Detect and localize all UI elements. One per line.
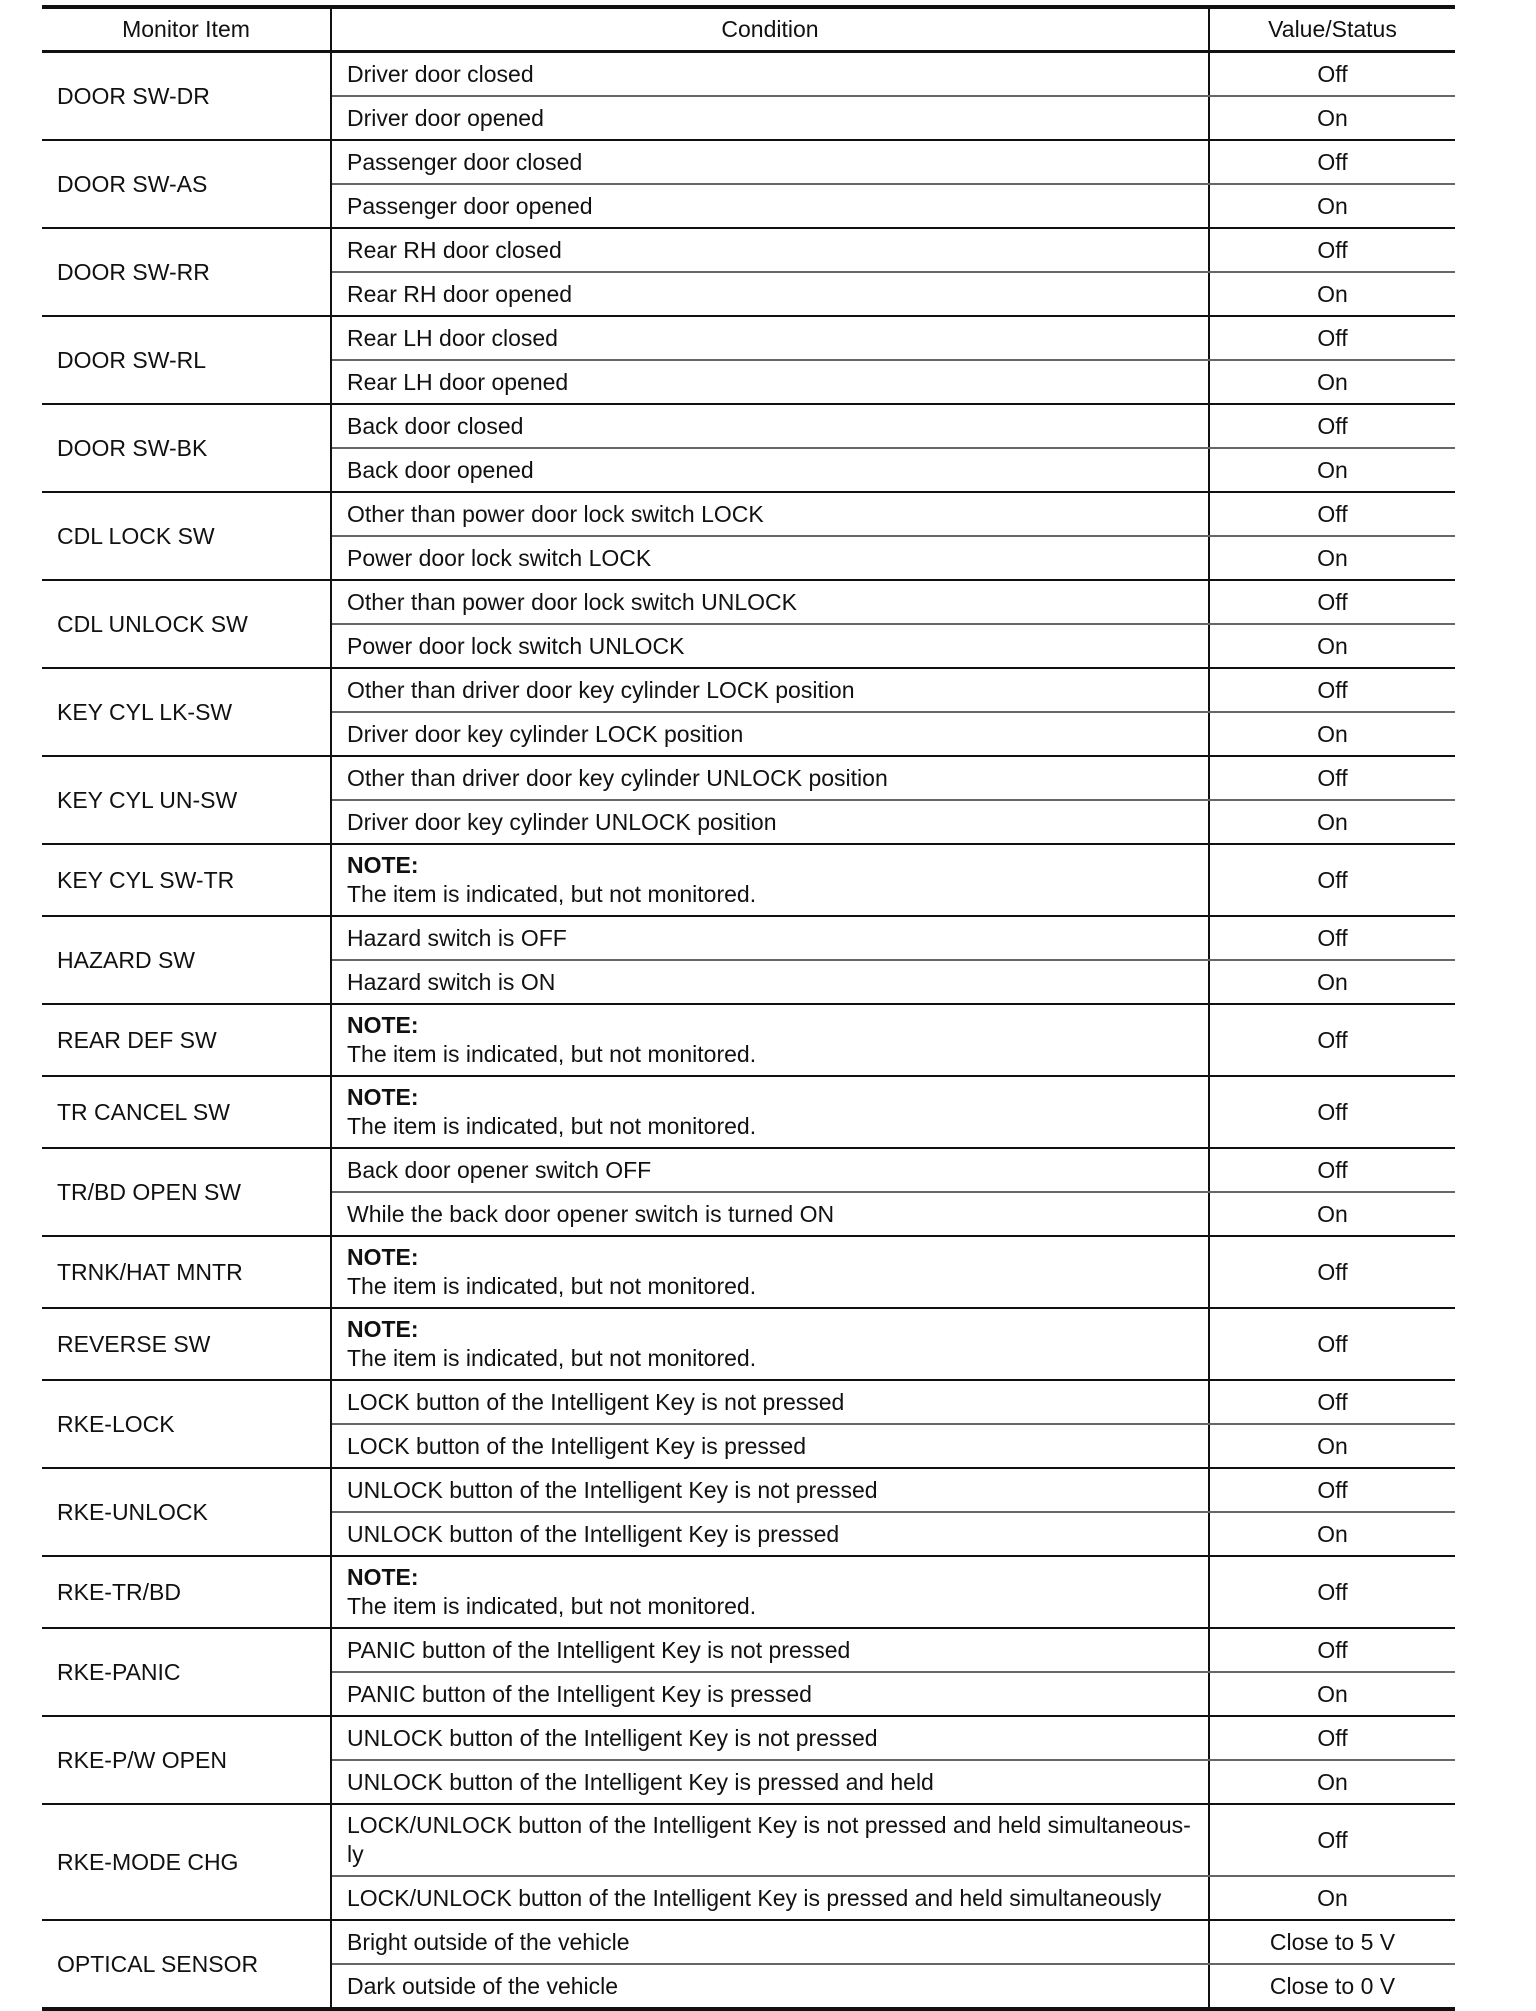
note-label: NOTE: <box>347 852 419 879</box>
condition-cell: Passenger door opened <box>331 184 1209 228</box>
header-condition: Condition <box>331 7 1209 52</box>
value-status-cell: Off <box>1209 1308 1455 1380</box>
table-row <box>42 1628 1455 1672</box>
note-label: NOTE: <box>347 1084 419 1111</box>
value-status-cell: Off <box>1209 1804 1455 1876</box>
value-status-cell: On <box>1209 1424 1455 1468</box>
value-status-cell: On <box>1209 96 1455 140</box>
condition-cell: Passenger door closed <box>331 140 1209 184</box>
value-status-cell: Off <box>1209 1148 1455 1192</box>
value-status-cell: On <box>1209 712 1455 756</box>
table-row <box>42 844 1455 916</box>
condition-cell: Other than power door lock switch LOCK <box>331 492 1209 536</box>
condition-cell: Driver door key cylinder UNLOCK position <box>331 800 1209 844</box>
condition-cell: Back door closed <box>331 404 1209 448</box>
monitor-item-cell: RKE-PANIC <box>42 1628 331 1716</box>
monitor-item-cell: TR CANCEL SW <box>42 1076 331 1148</box>
condition-cell: Power door lock switch UNLOCK <box>331 624 1209 668</box>
condition-note-cell <box>331 1556 1209 1628</box>
value-status-cell: On <box>1209 184 1455 228</box>
condition-cell: LOCK button of the Intelligent Key is pressed <box>331 1424 1209 1468</box>
value-status-cell: On <box>1209 1192 1455 1236</box>
value-status-cell: Off <box>1209 404 1455 448</box>
table-row <box>42 1076 1455 1148</box>
value-status-cell: Off <box>1209 844 1455 916</box>
value-status-cell: On <box>1209 624 1455 668</box>
note-label: NOTE: <box>347 1244 419 1271</box>
value-status-cell: Off <box>1209 1716 1455 1760</box>
condition-cell: UNLOCK button of the Intelligent Key is pressed <box>331 1512 1209 1556</box>
table-row <box>42 668 1455 712</box>
note-text: The item is indicated, but not monitored. <box>347 1593 757 1619</box>
value-status-cell: On <box>1209 800 1455 844</box>
table-row <box>42 916 1455 960</box>
monitor-item-cell: HAZARD SW <box>42 916 331 1004</box>
monitor-item-cell: RKE-UNLOCK <box>42 1468 331 1556</box>
monitor-item-cell: KEY CYL UN-SW <box>42 756 331 844</box>
value-status-cell: Off <box>1209 580 1455 624</box>
value-status-cell: Off <box>1209 316 1455 360</box>
value-status-cell: On <box>1209 1876 1455 1920</box>
value-status-cell: Off <box>1209 1380 1455 1424</box>
condition-cell: Driver door opened <box>331 96 1209 140</box>
condition-note-cell <box>331 1004 1209 1076</box>
table-row <box>42 1308 1455 1380</box>
value-status-cell: Off <box>1209 140 1455 184</box>
table-row <box>42 580 1455 624</box>
table-body <box>42 52 1455 2010</box>
monitor-item-cell: TR/BD OPEN SW <box>42 1148 331 1236</box>
note-label: NOTE: <box>347 1012 419 1039</box>
table-row <box>42 1380 1455 1424</box>
note-label: NOTE: <box>347 1564 419 1591</box>
condition-cell: UNLOCK button of the Intelligent Key is not pressed <box>331 1716 1209 1760</box>
condition-cell: Other than driver door key cylinder LOCK position <box>331 668 1209 712</box>
header-value-status: Value/Status <box>1209 7 1455 52</box>
table-row <box>42 492 1455 536</box>
value-status-cell: Off <box>1209 668 1455 712</box>
value-status-cell: On <box>1209 1512 1455 1556</box>
value-status-cell: On <box>1209 1672 1455 1716</box>
monitor-item-cell: REAR DEF SW <box>42 1004 331 1076</box>
note-text: The item is indicated, but not monitored. <box>347 881 757 907</box>
value-status-cell: On <box>1209 1760 1455 1804</box>
note-text: The item is indicated, but not monitored. <box>347 1041 757 1067</box>
monitor-item-cell: CDL LOCK SW <box>42 492 331 580</box>
condition-cell: UNLOCK button of the Intelligent Key is not pressed <box>331 1468 1209 1512</box>
note-text: The item is indicated, but not monitored. <box>347 1273 757 1299</box>
condition-cell: Rear RH door opened <box>331 272 1209 316</box>
condition-cell: Rear LH door opened <box>331 360 1209 404</box>
condition-cell: PANIC button of the Intelligent Key is not pressed <box>331 1628 1209 1672</box>
table-row <box>42 1804 1455 1876</box>
monitor-item-cell: DOOR SW-RR <box>42 228 331 316</box>
condition-cell: LOCK/UNLOCK button of the Intelligent Key is pressed and held simultaneously <box>331 1876 1209 1920</box>
condition-cell: Rear LH door closed <box>331 316 1209 360</box>
table-row <box>42 1920 1455 1964</box>
monitor-item-cell: OPTICAL SENSOR <box>42 1920 331 2009</box>
condition-note-cell <box>331 1236 1209 1308</box>
note-label: NOTE: <box>347 1316 419 1343</box>
monitor-item-cell: TRNK/HAT MNTR <box>42 1236 331 1308</box>
monitor-item-cell: RKE-LOCK <box>42 1380 331 1468</box>
condition-cell: Back door opener switch OFF <box>331 1148 1209 1192</box>
condition-cell: Hazard switch is ON <box>331 960 1209 1004</box>
value-status-cell: Off <box>1209 916 1455 960</box>
monitor-item-cell: DOOR SW-RL <box>42 316 331 404</box>
note-text: The item is indicated, but not monitored. <box>347 1113 757 1139</box>
table-header-row <box>42 7 1455 52</box>
monitor-item-cell: CDL UNLOCK SW <box>42 580 331 668</box>
value-status-cell: Close to 0 V <box>1269 1972 1396 1999</box>
value-status-cell: Close to 5 V <box>1209 1920 1455 1964</box>
monitor-item-cell: RKE-TR/BD <box>42 1556 331 1628</box>
condition-cell: Dark outside of the vehicle <box>331 1964 1209 2009</box>
monitor-item-cell: DOOR SW-AS <box>42 140 331 228</box>
value-status-cell: Off <box>1209 492 1455 536</box>
condition-cell: Driver door key cylinder LOCK position <box>331 712 1209 756</box>
condition-cell: Hazard switch is OFF <box>331 916 1209 960</box>
condition-cell: LOCK button of the Intelligent Key is not pressed <box>331 1380 1209 1424</box>
table-row <box>42 52 1455 97</box>
value-status-cell: Off <box>1209 1556 1455 1628</box>
condition-cell: Bright outside of the vehicle <box>331 1920 1209 1964</box>
monitor-item-cell: RKE-MODE CHG <box>42 1804 331 1920</box>
value-status-cell: On <box>1209 536 1455 580</box>
condition-cell: LOCK/UNLOCK button of the Intelligent Key is not pressed and held simultaneous-ly <box>331 1804 1209 1876</box>
monitor-item-cell: RKE-P/W OPEN <box>42 1716 331 1804</box>
condition-cell: Rear RH door closed <box>331 228 1209 272</box>
value-status-cell: Off <box>1209 52 1455 97</box>
condition-note-cell <box>331 1076 1209 1148</box>
value-status-cell: Off <box>1209 1076 1455 1148</box>
condition-cell: Other than driver door key cylinder UNLOCK position <box>331 756 1209 800</box>
condition-cell: While the back door opener switch is turned ON <box>331 1192 1209 1236</box>
value-status-cell: On <box>1209 448 1455 492</box>
value-status-cell: Off <box>1209 1236 1455 1308</box>
value-status-cell: Off <box>1209 756 1455 800</box>
monitor-item-table <box>42 5 1455 2011</box>
monitor-item-cell: DOOR SW-DR <box>42 52 331 141</box>
condition-cell: PANIC button of the Intelligent Key is pressed <box>331 1672 1209 1716</box>
condition-note-cell <box>331 1308 1209 1380</box>
value-status-cell: On <box>1209 272 1455 316</box>
table-row <box>42 1148 1455 1192</box>
value-status-cell: On <box>1209 360 1455 404</box>
value-status-cell: Off <box>1209 1468 1455 1512</box>
table-row <box>42 1236 1455 1308</box>
table-row <box>42 1556 1455 1628</box>
table-row <box>42 1716 1455 1760</box>
monitor-item-cell: KEY CYL LK-SW <box>42 668 331 756</box>
monitor-item-cell: REVERSE SW <box>42 1308 331 1380</box>
table-row <box>42 1468 1455 1512</box>
condition-note-cell <box>331 844 1209 916</box>
value-status-cell: Off <box>1209 1628 1455 1672</box>
monitor-item-cell: DOOR SW-BK <box>42 404 331 492</box>
monitor-item-table-page <box>42 5 1455 2011</box>
condition-cell: Power door lock switch LOCK <box>331 536 1209 580</box>
table-row <box>42 316 1455 360</box>
table-row <box>42 1004 1455 1076</box>
condition-cell: UNLOCK button of the Intelligent Key is pressed and held <box>331 1760 1209 1804</box>
monitor-item-cell: KEY CYL SW-TR <box>42 844 331 916</box>
condition-cell: Driver door closed <box>331 52 1209 97</box>
value-status-cell: Off <box>1209 1004 1455 1076</box>
table-row <box>42 756 1455 800</box>
condition-cell: Other than power door lock switch UNLOCK <box>331 580 1209 624</box>
table-row <box>42 228 1455 272</box>
value-status-cell: On <box>1209 960 1455 1004</box>
table-row <box>42 140 1455 184</box>
condition-cell: Back door opened <box>331 448 1209 492</box>
table-row <box>42 404 1455 448</box>
header-monitor-item: Monitor Item <box>42 7 331 52</box>
value-status-cell: Off <box>1209 228 1455 272</box>
note-text: The item is indicated, but not monitored. <box>347 1345 757 1371</box>
